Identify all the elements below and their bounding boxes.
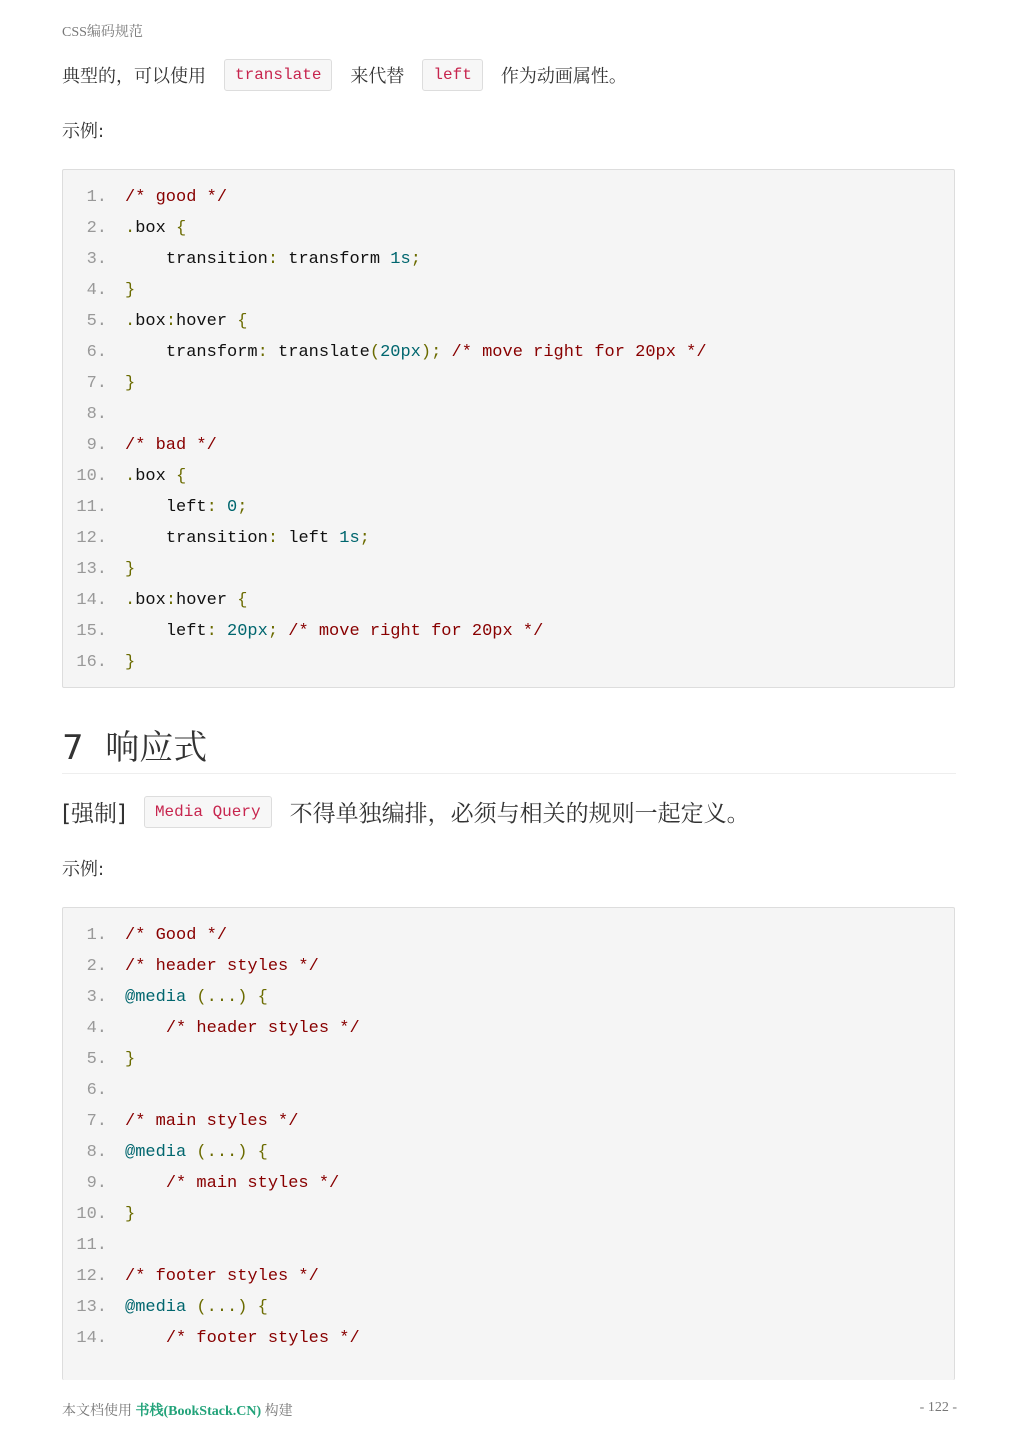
line-number: 10. [76, 1205, 107, 1224]
line-number: 5. [86, 312, 107, 331]
code-text: transform: translate(20px); /* move right for 20px */ [165, 343, 707, 362]
media-code-line [63, 1168, 339, 1199]
line-number: 8. [86, 405, 107, 424]
code-text: } [125, 653, 136, 672]
inline-code-translate: translate [224, 59, 332, 91]
transition-code-line [63, 368, 135, 399]
media-code-line [63, 920, 227, 951]
footer-suffix: 构建 [264, 1404, 293, 1419]
footer-prefix: 本文档使用 [62, 1404, 132, 1419]
line-number: 1. [86, 188, 107, 207]
code-text: /* main styles */ [125, 1112, 299, 1131]
line-number: 3. [86, 250, 107, 269]
section-title: 响应式 [105, 728, 208, 768]
code-text: /* header styles */ [125, 957, 319, 976]
inline-code-left: left [422, 59, 482, 91]
intro-paragraph [62, 59, 627, 91]
code-text: } [125, 1205, 136, 1224]
transition-code-line [63, 213, 186, 244]
code-text: @media (...) { [125, 1298, 268, 1317]
line-number: 6. [86, 1081, 107, 1100]
rule-tag: [强制] [62, 801, 126, 827]
media-code-line [63, 1292, 268, 1323]
transition-code-line [63, 492, 247, 523]
line-number: 14. [76, 591, 107, 610]
line-number: 12. [76, 529, 107, 548]
transition-code-line [63, 182, 227, 213]
example-label-2: 示例: [62, 859, 105, 880]
running-header: CSS编码规范 [62, 25, 143, 40]
footer-credit [62, 1400, 293, 1420]
page-footer [62, 1400, 957, 1420]
bookstack-link[interactable]: 书栈(BookStack.CN) [135, 1404, 262, 1419]
section-divider [62, 773, 956, 774]
line-number: 4. [86, 281, 107, 300]
code-text: } [125, 560, 136, 579]
code-text: @media (...) { [125, 1143, 268, 1162]
media-code-line [63, 1106, 298, 1137]
line-number: 16. [76, 653, 107, 672]
code-text: /* Good */ [125, 926, 228, 945]
transition-code-line [63, 523, 370, 554]
line-number: 8. [86, 1143, 107, 1162]
line-number: 5. [86, 1050, 107, 1069]
line-number: 13. [76, 560, 107, 579]
code-block-media [62, 907, 955, 1380]
transition-code-line [63, 275, 135, 306]
line-number: 1. [86, 926, 107, 945]
transition-code-line [63, 647, 135, 678]
line-number: 14. [76, 1329, 107, 1348]
transition-code-line [63, 616, 543, 647]
transition-code-line [63, 554, 135, 585]
code-text: } [125, 1050, 136, 1069]
code-text: } [125, 374, 136, 393]
rule-paragraph [62, 795, 750, 828]
line-number: 9. [86, 436, 107, 455]
media-code-line [63, 1199, 135, 1230]
media-code-line [63, 1044, 135, 1075]
inline-code-media-query: Media Query [144, 796, 272, 828]
transition-code-line [63, 306, 247, 337]
code-text: @media (...) { [125, 988, 268, 1007]
line-number: 12. [76, 1267, 107, 1286]
media-code-line [63, 1137, 268, 1168]
intro-text-before: 典型的，可以使用 [62, 66, 206, 87]
code-text: /* main styles */ [165, 1174, 340, 1193]
code-block-transition [62, 169, 955, 688]
media-code-line [63, 951, 319, 982]
media-code-line [63, 1323, 360, 1354]
section-heading [62, 720, 207, 769]
code-text: left: 20px; /* move right for 20px */ [165, 622, 544, 641]
rule-text: 不得单独编排，必须与相关的规则一起定义。 [289, 801, 750, 827]
transition-code-line [63, 430, 217, 461]
code-text: .box { [125, 467, 187, 486]
transition-code-line [63, 461, 186, 492]
intro-text-after: 作为动画属性。 [500, 66, 627, 87]
code-text: /* header styles */ [165, 1019, 360, 1038]
line-number: 6. [86, 343, 107, 362]
transition-code-line [63, 399, 125, 430]
code-text: left: 0; [165, 498, 248, 517]
code-text: /* bad */ [125, 436, 217, 455]
line-number: 9. [86, 1174, 107, 1193]
transition-code-line [63, 585, 247, 616]
line-number: 4. [86, 1019, 107, 1038]
code-text: } [125, 281, 136, 300]
code-text: .box { [125, 219, 187, 238]
code-text: /* good */ [125, 188, 228, 207]
media-code-line [63, 1230, 125, 1261]
code-text: transition: transform 1s; [165, 250, 421, 269]
page-number: - 122 - [919, 1400, 957, 1415]
line-number: 15. [76, 622, 107, 641]
example-label-1: 示例: [62, 121, 105, 142]
transition-code-line [63, 244, 421, 275]
line-number: 2. [86, 219, 107, 238]
code-text: /* footer styles */ [125, 1267, 319, 1286]
line-number: 11. [76, 498, 107, 517]
code-text: .box:hover { [125, 312, 248, 331]
section-number: 7 [62, 728, 84, 768]
line-number: 10. [76, 467, 107, 486]
line-number: 13. [76, 1298, 107, 1317]
media-code-line [63, 1261, 319, 1292]
media-code-line [63, 1013, 360, 1044]
line-number: 11. [76, 1236, 107, 1255]
code-text: transition: left 1s; [165, 529, 370, 548]
media-code-line [63, 1075, 125, 1106]
line-number: 3. [86, 988, 107, 1007]
line-number: 2. [86, 957, 107, 976]
intro-text-middle: 来代替 [350, 66, 405, 87]
transition-code-line [63, 337, 707, 368]
line-number: 7. [86, 1112, 107, 1131]
line-number: 7. [86, 374, 107, 393]
code-text: /* footer styles */ [165, 1329, 360, 1348]
code-text: .box:hover { [125, 591, 248, 610]
media-code-line [63, 982, 268, 1013]
